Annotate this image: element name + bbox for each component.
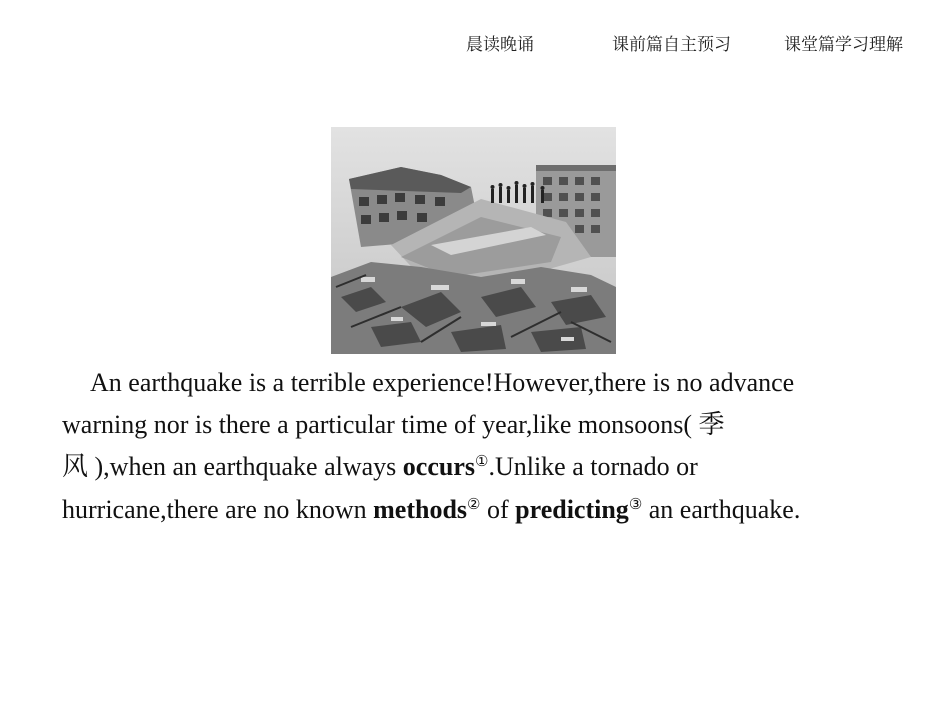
passage-line-4: hurricane,there are no known methods② of predicting③ an earthquake. <box>62 494 801 524</box>
nav-preview-section[interactable]: 课前篇自主预习 <box>612 35 731 55</box>
reading-passage <box>62 362 892 530</box>
nav-morning-reading[interactable]: 晨读晚诵 <box>466 35 534 55</box>
nav-classroom-section[interactable]: 课堂篇学习理解 <box>784 35 903 55</box>
annotation-mark-1: ① <box>474 454 489 470</box>
passage-line-2: warning nor is there a particular time of year,like monsoons( 季 <box>62 409 725 440</box>
keyword-methods: methods <box>373 494 468 524</box>
earthquake-rubble-photo <box>331 127 616 354</box>
passage-line-1: An earthquake is a terrible experience!However,there is no advance <box>90 368 795 397</box>
annotation-mark-2: ② <box>467 496 481 513</box>
annotation-mark-3: ③ <box>628 496 643 513</box>
top-navigation <box>0 30 950 55</box>
passage-line-3: 风 ),when an earthquake always occurs①.Unlike a tornado or <box>62 452 698 482</box>
keyword-predicting: predicting <box>515 494 629 524</box>
keyword-occurs: occurs <box>402 452 475 481</box>
